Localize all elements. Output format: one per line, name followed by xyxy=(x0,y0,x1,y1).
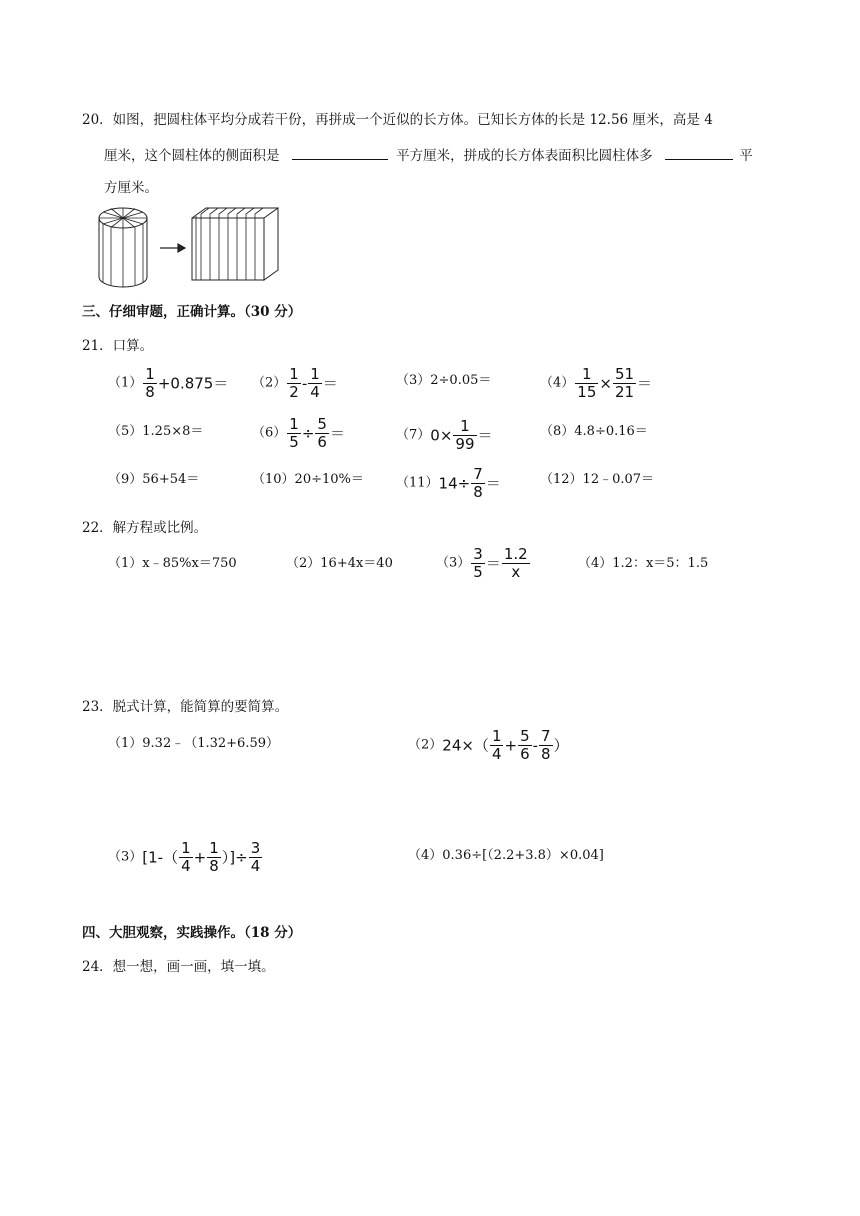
equals-sign: ＝ xyxy=(329,424,345,443)
numerator: 1 xyxy=(582,365,592,383)
q21-item-9: （9）56+54＝ xyxy=(108,472,200,487)
section-4-heading: 四、大胆观察，实践操作。（18 分） xyxy=(82,925,302,941)
q20-blank-lateral-area[interactable] xyxy=(292,145,388,160)
denominator: 6 xyxy=(520,745,530,763)
q22-title: 22．解方程或比例。 xyxy=(82,520,208,536)
numerator: 1 xyxy=(181,839,191,857)
item-label: （4） xyxy=(540,375,575,391)
fraction xyxy=(539,728,553,763)
equals-sign: ＝ xyxy=(637,374,653,393)
denominator: 8 xyxy=(541,745,551,763)
denominator: 4 xyxy=(491,745,502,763)
operator: + xyxy=(193,848,207,867)
denominator: 4 xyxy=(181,857,191,875)
denominator: 5 xyxy=(289,433,299,451)
q23-title: 23．脱式计算，能简算的要简算。 xyxy=(82,699,289,715)
cylinder-to-cuboid-figure xyxy=(96,204,286,288)
q20-line1: 20．如图，把圆柱体平均分成若干份，再拼成一个近似的长方体。已知长方体的长是 12.56 厘米，高是 4 xyxy=(82,112,713,128)
q20-line2-part2: 平方厘米，拼成的长方体表面积比圆柱体多 xyxy=(396,148,653,164)
expression-head: [1-（ xyxy=(142,848,179,867)
q23-item-4: （4）0.36÷[（2.2+3.8）×0.04] xyxy=(408,848,604,863)
cylinder-shape xyxy=(99,208,147,287)
q21-item-10: （10）20÷10%＝ xyxy=(252,472,364,487)
q21-item-1 xyxy=(108,366,228,401)
fraction xyxy=(613,366,636,401)
expression-head: 14÷ xyxy=(438,474,471,493)
expression-middle: ）]÷ xyxy=(221,848,248,867)
equals-sign: ＝ xyxy=(322,374,338,393)
q22-item-4: （4）1.2：x＝5：1.5 xyxy=(578,556,709,571)
numerator: 1 xyxy=(310,365,320,383)
item-label: （3） xyxy=(436,555,471,571)
expression-tail: ） xyxy=(553,736,569,755)
numerator: 1 xyxy=(460,417,470,435)
fraction xyxy=(179,840,193,875)
fraction xyxy=(575,366,598,401)
fraction xyxy=(207,840,221,875)
arrow-icon xyxy=(160,244,185,252)
expression-head: 0× xyxy=(430,426,453,445)
item-label: （2） xyxy=(252,375,287,391)
q24-title: 24．想一想，画一画，填一填。 xyxy=(82,959,275,975)
q21-item-4 xyxy=(540,366,652,401)
q21-item-8: （8）4.8÷0.16＝ xyxy=(540,424,648,439)
numerator: 3 xyxy=(250,839,261,857)
denominator: 6 xyxy=(317,433,327,451)
fraction xyxy=(518,728,532,763)
denominator: 8 xyxy=(209,857,219,875)
q21-item-7 xyxy=(396,418,493,453)
fraction xyxy=(490,728,504,763)
denominator: 15 xyxy=(577,383,597,401)
q21-title: 21．口算。 xyxy=(82,338,154,354)
q20-line2 xyxy=(104,145,753,166)
numerator: 51 xyxy=(614,365,635,383)
operator: - xyxy=(301,374,308,393)
q21-item-2 xyxy=(252,366,338,401)
operator: ÷ xyxy=(301,424,315,443)
item-label: （6） xyxy=(252,425,287,441)
fraction xyxy=(287,416,301,451)
q21-item-11 xyxy=(396,466,501,501)
numerator: 1 xyxy=(289,365,299,383)
numerator: 1 xyxy=(491,727,502,745)
denominator: 21 xyxy=(614,383,635,401)
numerator: 5 xyxy=(317,415,327,433)
denominator: 99 xyxy=(455,435,475,453)
q20-line3: 方厘米。 xyxy=(104,180,158,196)
item-label: （11） xyxy=(396,475,439,491)
section-3-heading: 三、仔细审题，正确计算。（30 分） xyxy=(82,304,302,320)
denominator: 8 xyxy=(473,483,483,501)
q23-item-3 xyxy=(108,840,263,875)
item-label: （2） xyxy=(408,737,443,753)
q21-item-6 xyxy=(252,416,345,451)
numerator: 1 xyxy=(209,839,219,857)
denominator: x xyxy=(502,563,530,581)
cuboid-shape xyxy=(192,208,278,280)
denominator: 4 xyxy=(250,857,261,875)
numerator: 1.2 xyxy=(503,545,528,563)
expression-head: 24×（ xyxy=(442,736,489,755)
operator: - xyxy=(532,736,539,755)
numerator: 1 xyxy=(289,415,299,433)
numerator: 7 xyxy=(473,465,483,483)
fraction xyxy=(315,416,329,451)
equals-sign: ＝ xyxy=(485,474,501,493)
item-label: （3） xyxy=(108,849,143,865)
q22-item-3 xyxy=(436,546,531,581)
denominator: 5 xyxy=(473,563,483,581)
q21-item-12: （12）12﹣0.07＝ xyxy=(540,472,655,487)
q20-line2-part1: 厘米，这个圆柱体的侧面积是 xyxy=(104,148,280,164)
operator: × xyxy=(599,374,612,393)
q23-item-1: （1）9.32﹣（1.32+6.59） xyxy=(108,736,279,751)
numerator: 7 xyxy=(541,727,551,745)
q23-item-2 xyxy=(408,728,569,763)
q21-item-3: （3）2÷0.05＝ xyxy=(396,373,492,388)
item-label: （7） xyxy=(396,427,431,443)
fraction xyxy=(287,366,301,401)
equals-sign: ＝ xyxy=(485,554,501,573)
fraction xyxy=(453,418,476,453)
fraction xyxy=(143,366,157,401)
denominator: 4 xyxy=(310,383,320,401)
fraction xyxy=(308,366,322,401)
fraction xyxy=(471,546,485,581)
equals-sign: ＝ xyxy=(477,426,493,445)
denominator: 8 xyxy=(145,383,155,401)
item-label: （1） xyxy=(108,375,143,391)
q21-item-5: （5）1.25×8＝ xyxy=(108,424,204,439)
q20-blank-area-difference[interactable] xyxy=(665,145,733,160)
q22-item-1: （1）x﹣85%x＝750 xyxy=(108,556,237,571)
numerator: 1 xyxy=(145,365,155,383)
operator: + xyxy=(504,736,518,755)
numerator: 5 xyxy=(520,727,530,745)
denominator: 2 xyxy=(289,383,299,401)
q20-line2-part3: 平 xyxy=(739,148,753,164)
expression-tail: +0.875＝ xyxy=(157,374,229,393)
fraction xyxy=(471,466,485,501)
numerator: 3 xyxy=(473,545,483,563)
q22-item-2: （2）16+4x＝40 xyxy=(286,556,393,571)
fraction xyxy=(502,546,530,581)
fraction xyxy=(249,840,263,875)
